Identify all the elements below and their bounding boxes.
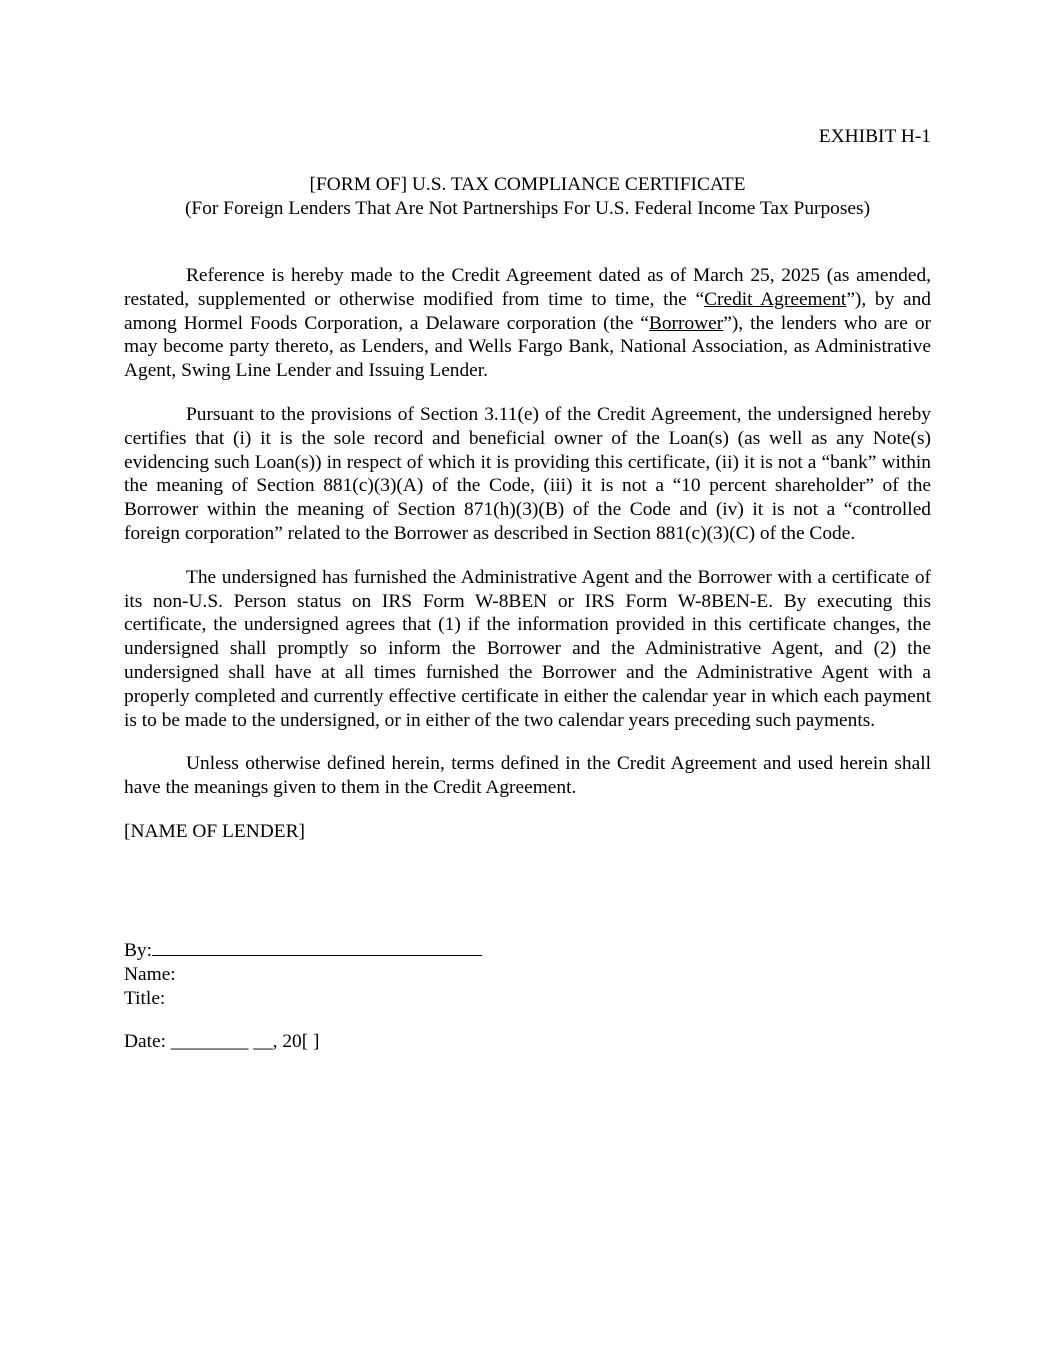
date-line: Date: ________ __, 20[ ] xyxy=(124,1031,320,1053)
paragraph-definitions: Unless otherwise defined herein, terms defined in the Credit Agreement and used herein shall have the meanings given to them in the Credit Agreement. xyxy=(124,753,931,799)
by-label: By: xyxy=(124,940,153,961)
title-line-2: (For Foreign Lenders That Are Not Partnerships For U.S. Federal Income Tax Purposes) xyxy=(184,197,871,219)
certificate-title xyxy=(124,173,931,221)
defined-term-credit-agreement: Credit Agreement xyxy=(704,288,847,310)
paragraph-reference-part1: Reference is hereby made to the Credit Agreement dated as of March 25, 2025 (as amended, restated, supplemented or otherwise modified from time to time, the “ xyxy=(124,265,931,310)
signature-blank[interactable] xyxy=(152,936,482,956)
by-line xyxy=(124,936,624,963)
paragraph-certification: Pursuant to the provisions of Section 3.11(e) of the Credit Agreement, the undersigned hereby certifies that (i) it is the sole record and beneficial owner of the Loan(s) (as well as any Note(s) evidencing such Loan(s)) in respect of which it is providing this certificate, (ii) it is not a “bank” within the meaning of Section 881(c)(3)(A) of the Code, (iii) it is not a “10 percent shareholder” of the Borrower within the meaning of Section 871(h)(3)(B) of the Code and (iv) it is not a “controlled foreign corporation” related to the Borrower as described in Section 881(c)(3)(C) of the Code. xyxy=(124,403,931,544)
exhibit-label: EXHIBIT H-1 xyxy=(818,126,931,147)
paragraph-reference xyxy=(124,264,931,383)
lender-name-placeholder: [NAME OF LENDER] xyxy=(124,820,305,842)
signature-block xyxy=(124,936,624,1054)
title-label: Title: xyxy=(124,987,166,1009)
paragraph-reference-part2: ”), by and among Hormel Foods Corporation, a Delaware corporation (the “ xyxy=(124,288,931,334)
defined-term-borrower: Borrower xyxy=(648,312,724,334)
title-line-1: [FORM OF] U.S. TAX COMPLIANCE CERTIFICATE xyxy=(309,174,746,195)
paragraph-furnished-certificate: The undersigned has furnished the Administrative Agent and the Borrower with a certificate of its non-U.S. Person status on IRS Form W-8BEN or IRS Form W-8BEN-E. By executing this certificate, the undersigned agrees that (1) if the information provided in this certificate changes, the undersigned shall promptly so inform the Borrower and the Administrative Agent, and (2) the undersigned shall have at all times furnished the Borrower and the Administrative Agent with a properly completed and currently effective certificate in either the calendar year in which each payment is to be made to the undersigned, or in either of the two calendar years preceding such payments. xyxy=(124,566,931,731)
document-body xyxy=(124,264,931,844)
paragraph-reference-part3: ”), the lenders who are or may become party thereto, as Lenders, and Wells Fargo Bank, National Association, as Administrative Agent, Swing Line Lender and Issuing Lender. xyxy=(124,312,931,382)
name-label: Name: xyxy=(124,963,176,985)
